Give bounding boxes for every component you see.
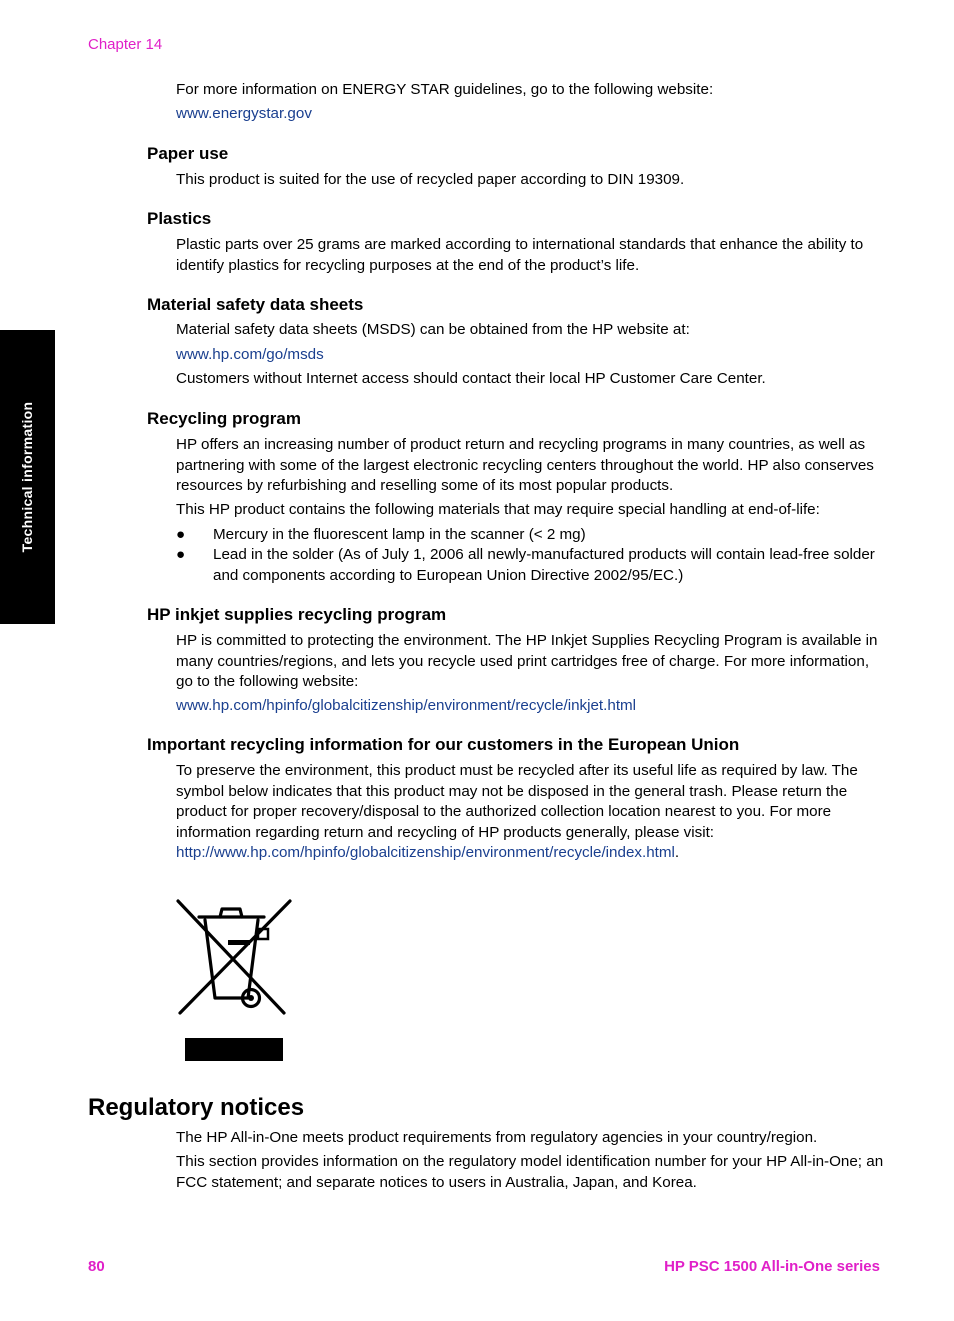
bullet-marker: ● — [176, 546, 186, 563]
inkjet-heading: HP inkjet supplies recycling program — [147, 605, 447, 624]
energy-text: For more information on ENERGY STAR guidelines, go to the following website: — [176, 81, 714, 98]
weee-crossed-bin-icon — [172, 895, 294, 1065]
page-number: 80 — [88, 1258, 105, 1275]
bullet-marker: ● — [176, 526, 186, 543]
paper-use-text: This product is suited for the use of recycled paper according to DIN 19309. — [176, 171, 685, 188]
list-item-text: Mercury in the fluorescent lamp in the scanner (< 2 mg) — [213, 526, 586, 543]
msds-link[interactable]: www.hp.com/go/msds — [176, 346, 324, 363]
list-item-text: Lead in the solder (As of July 1, 2006 all newly-manufactured products will contain lead-free solder and components according to European Union Directive 2002/95/EC.) — [213, 546, 875, 584]
plastics-text: Plastic parts over 25 grams are marked according to international standards that enhance the ability to identify plastics for recycling purposes at the end of the product’s life. — [176, 236, 864, 274]
inkjet-text: HP is committed to protecting the environment. The HP Inkjet Supplies Recycling Program is available in many countries/regions, and lets you recycle used print cartridges free of charge. For more information, go to the following website: — [176, 632, 878, 691]
recycling-heading: Recycling program — [147, 409, 301, 428]
eu-recycle-link[interactable]: http://www.hp.com/hpinfo/globalcitizenship/environment/recycle/index.html — [176, 844, 675, 862]
paper-use-heading: Paper use — [147, 144, 229, 163]
plastics-heading: Plastics — [147, 209, 212, 228]
regulatory-heading: Regulatory notices — [88, 1094, 305, 1121]
inkjet-link[interactable]: www.hp.com/hpinfo/globalcitizenship/environment/recycle/inkjet.html — [176, 697, 637, 714]
eu-text-body: To preserve the environment, this product must be recycled after its useful life as required by law. The symbol below indicates that this product may not be disposed in the general trash. Please return the product for proper recovery/disposal to the authorized collection location nearest to you. For more information regarding return and recycling of HP products generally, please visit: — [176, 762, 858, 841]
eu-link-suffix: . — [674, 844, 680, 862]
recycling-text-2: This HP product contains the following materials that may require special handling at end-of-life: — [176, 501, 820, 518]
side-tab — [0, 330, 55, 624]
recycling-text: HP offers an increasing number of product return and recycling programs in many countries, as well as partnering with some of the largest electronic recycling centers throughout the world. HP also conserves resources by refurbishing and reselling some of its most popular products. — [176, 436, 874, 495]
footer-product: HP PSC 1500 All-in-One series — [664, 1258, 880, 1275]
eu-text — [176, 761, 886, 864]
energystar-link[interactable]: www.energystar.gov — [176, 105, 312, 122]
eu-heading: Important recycling information for our customers in the European Union — [147, 735, 740, 754]
chapter-label: Chapter 14 — [88, 36, 163, 53]
msds-text: Material safety data sheets (MSDS) can be obtained from the HP website at: — [176, 321, 690, 338]
msds-heading: Material safety data sheets — [147, 295, 364, 314]
regulatory-text: The HP All-in-One meets product requirements from regulatory agencies in your country/region. — [176, 1129, 818, 1146]
regulatory-text-2: This section provides information on the regulatory model identification number for your HP All-in-One; an FCC statement; and separate notices to users in Australia, Japan, and Korea. — [176, 1153, 884, 1191]
msds-text-2: Customers without Internet access should contact their local HP Customer Care Center. — [176, 370, 766, 387]
side-tab-label: Technical information — [19, 401, 35, 553]
